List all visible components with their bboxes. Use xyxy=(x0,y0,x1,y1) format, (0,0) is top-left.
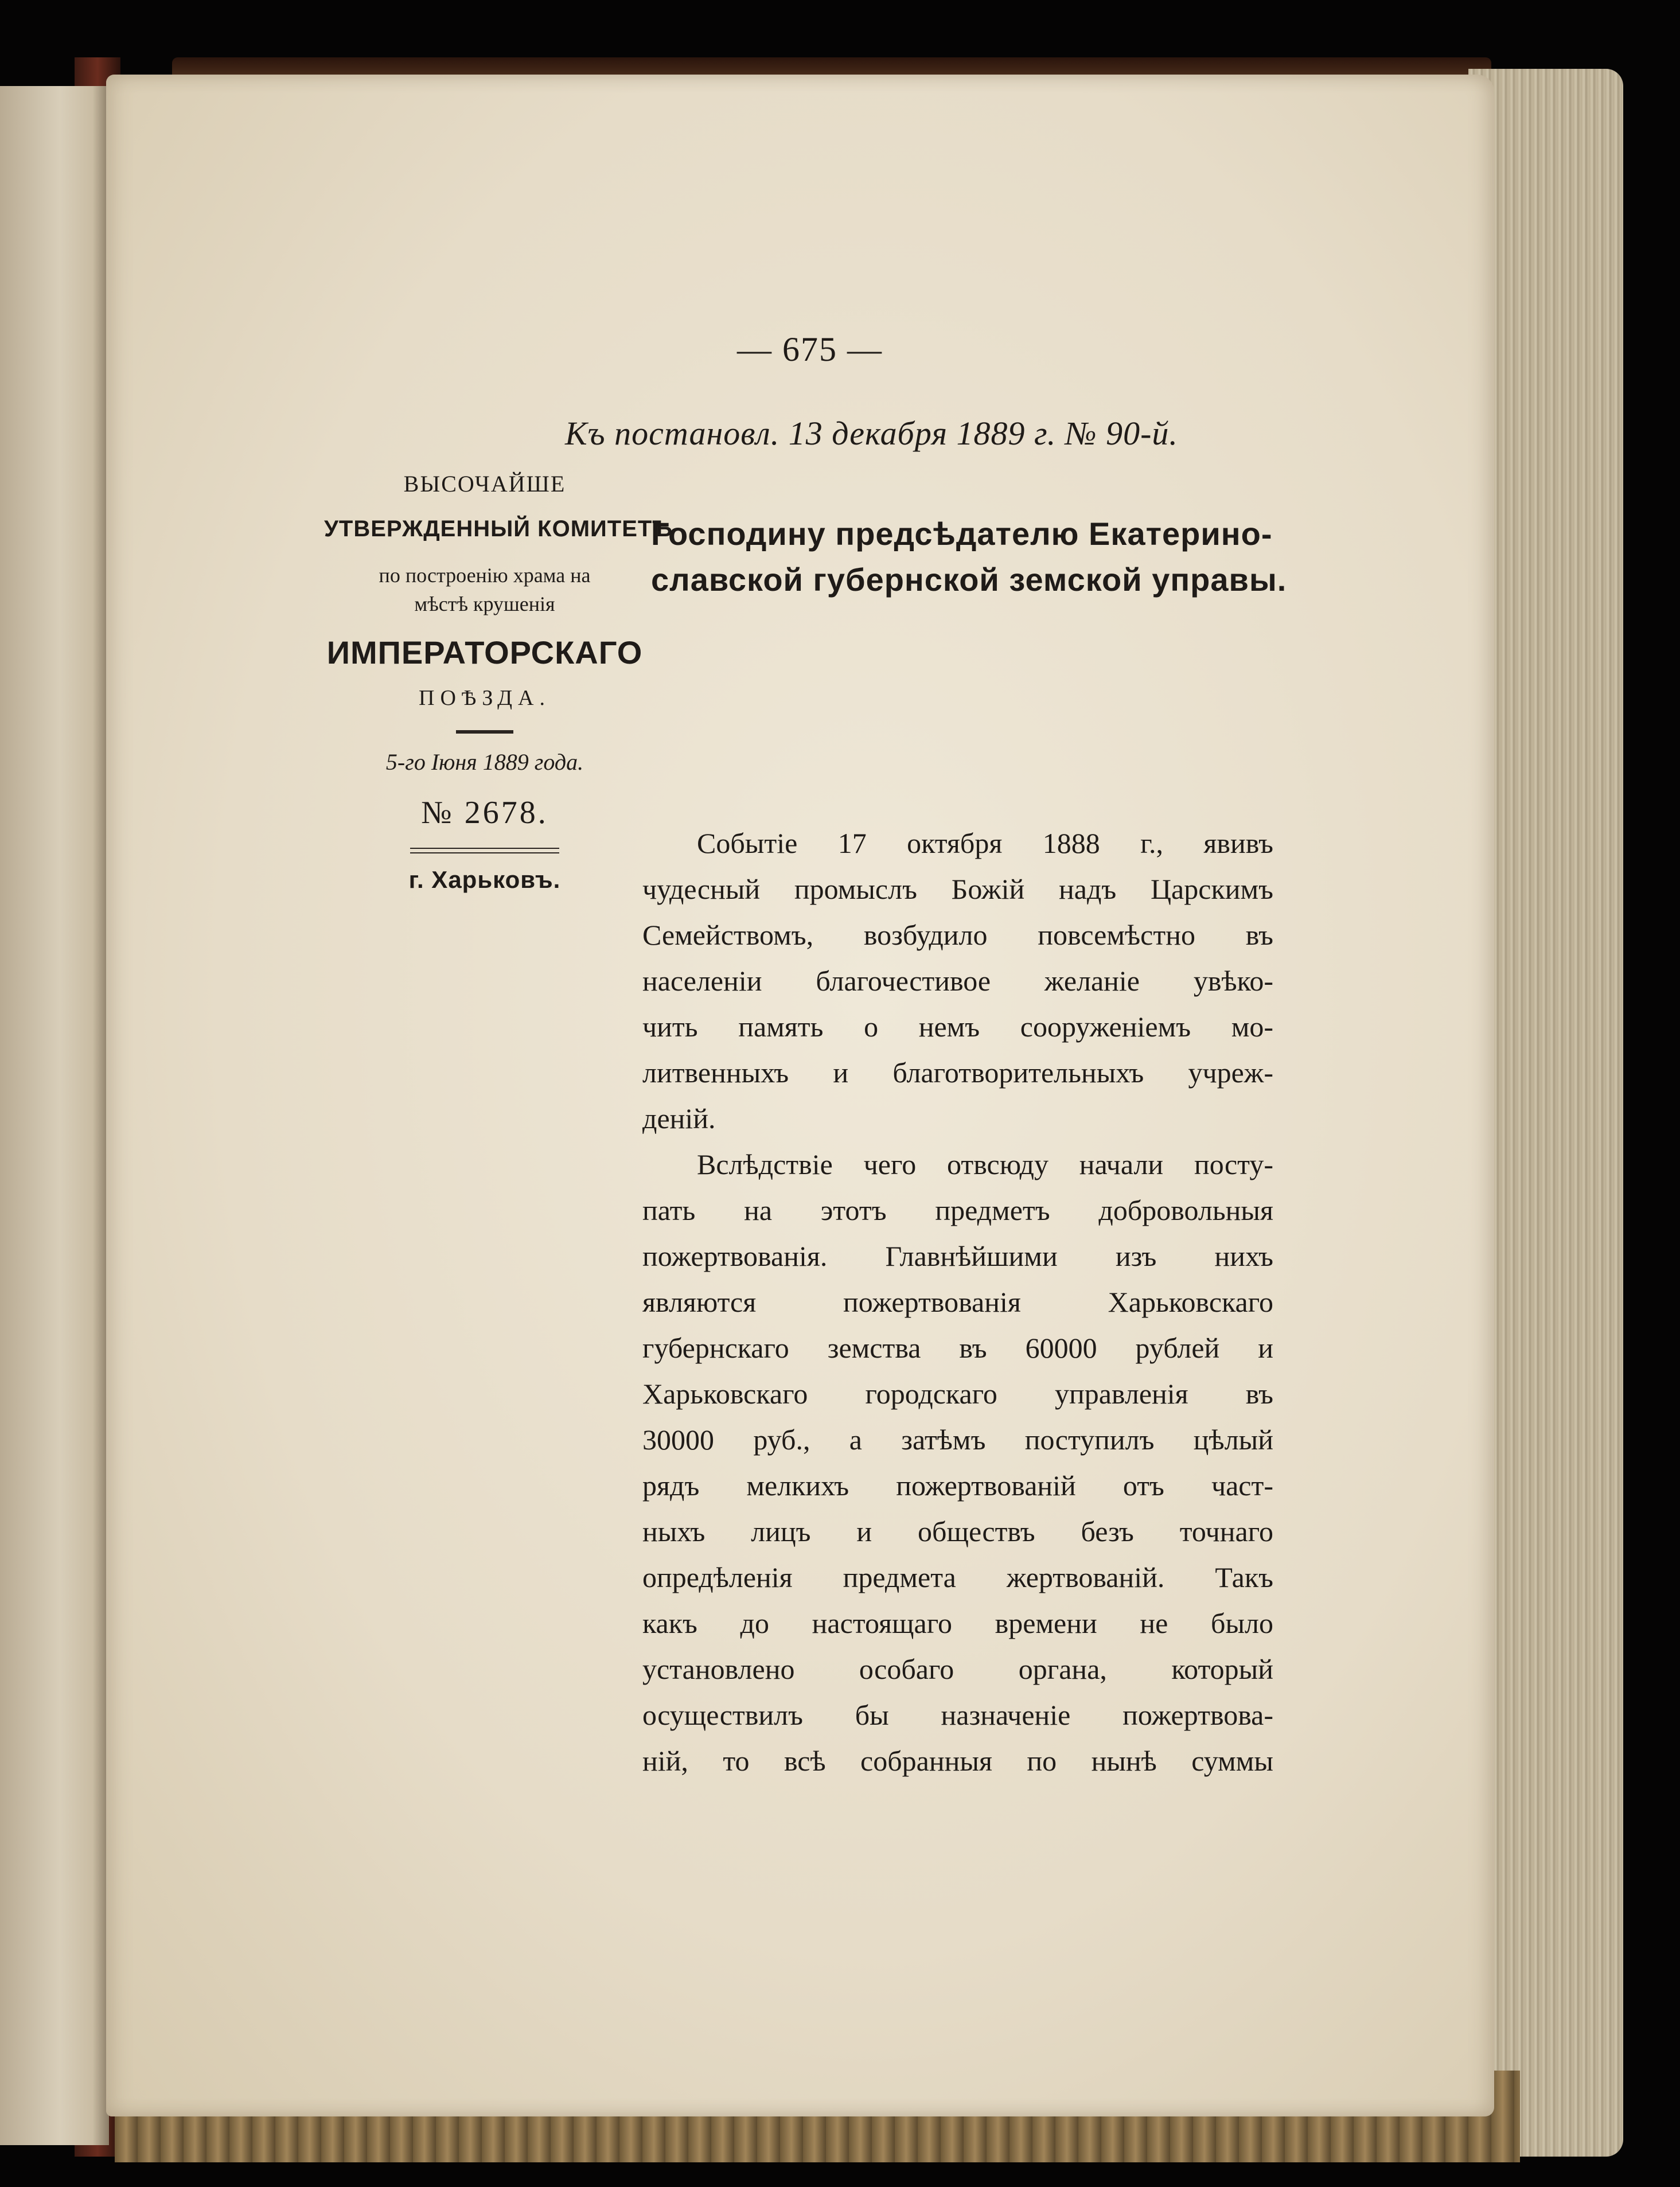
body-line: деній. xyxy=(642,1102,716,1135)
body-line: чить память о немъ сооруженіемъ мо- xyxy=(642,1011,1273,1043)
document-number: № 2678. xyxy=(421,795,548,831)
sender-line: по построенію храма на xyxy=(379,564,591,587)
body-line: Событіе 17 октября 1888 г., явивъ xyxy=(697,827,1273,859)
sender-line: УТВЕРЖДЕННЫЙ КОМИТЕТЪ xyxy=(324,516,673,541)
divider xyxy=(410,848,559,849)
reference-line: Къ постановл. 13 декабря 1889 г. № 90-й. xyxy=(565,415,1178,452)
letter-body xyxy=(642,820,1273,1784)
sender-city: г. Харьковъ. xyxy=(408,866,561,893)
body-line: литвенныхъ и благотворительныхъ учреж- xyxy=(642,1057,1273,1089)
body-line: опредѣленія предмета жертвованій. Такъ xyxy=(642,1561,1273,1593)
body-line: губернскаго земства въ 60000 рублей и xyxy=(642,1332,1273,1364)
sender-date: 5-го Іюня 1889 года. xyxy=(385,749,584,775)
body-line: установлено особаго органа, который xyxy=(642,1653,1273,1685)
addressee-line: Господину предсѣдателю Екатерино- xyxy=(651,516,1273,552)
body-line: рядъ мелкихъ пожертвованій отъ част- xyxy=(642,1469,1273,1502)
body-line: осуществилъ бы назначеніе пожертвова- xyxy=(642,1699,1273,1731)
sender-block xyxy=(324,465,673,923)
divider xyxy=(456,730,513,734)
body-line: Харьковскаго городскаго управленія въ xyxy=(642,1378,1273,1410)
sender-line: ИМПЕРАТОРСКАГО xyxy=(326,634,643,670)
divider xyxy=(410,852,559,853)
body-line: ній, то всѣ собранныя по нынѣ суммы xyxy=(642,1745,1273,1777)
body-line: пать на этотъ предметъ добровольныя xyxy=(642,1194,1273,1226)
body-line: ныхъ лицъ и обществъ безъ точнаго xyxy=(642,1515,1273,1547)
body-line: пожертвованія. Главнѣйшими изъ нихъ xyxy=(642,1240,1273,1272)
body-line: какъ до настоящаго времени не было xyxy=(642,1607,1273,1639)
body-line: 30000 руб., а затѣмъ поступилъ цѣлый xyxy=(642,1424,1273,1456)
sender-line: ВЫСОЧАЙШЕ xyxy=(403,471,566,497)
body-line: Семействомъ, возбудило повсемѣстно въ xyxy=(642,919,1273,951)
sender-line: ПОѢЗДА. xyxy=(419,686,551,710)
addressee-line: славской губернской земской управы. xyxy=(651,562,1287,598)
body-line: чудесный промыслъ Божій надъ Царскимъ xyxy=(642,873,1273,905)
body-line: являются пожертвованія Харьковскаго xyxy=(642,1286,1273,1318)
document-page xyxy=(106,75,1494,2116)
sender-line: мѣстѣ крушенія xyxy=(414,592,555,615)
body-line: населеніи благочестивое желаніе увѣко- xyxy=(642,965,1273,997)
body-line: Вслѣдствіе чего отвсюду начали посту- xyxy=(697,1148,1273,1180)
left-page-edge xyxy=(0,86,109,2145)
page-number: — 675 — xyxy=(737,330,883,368)
